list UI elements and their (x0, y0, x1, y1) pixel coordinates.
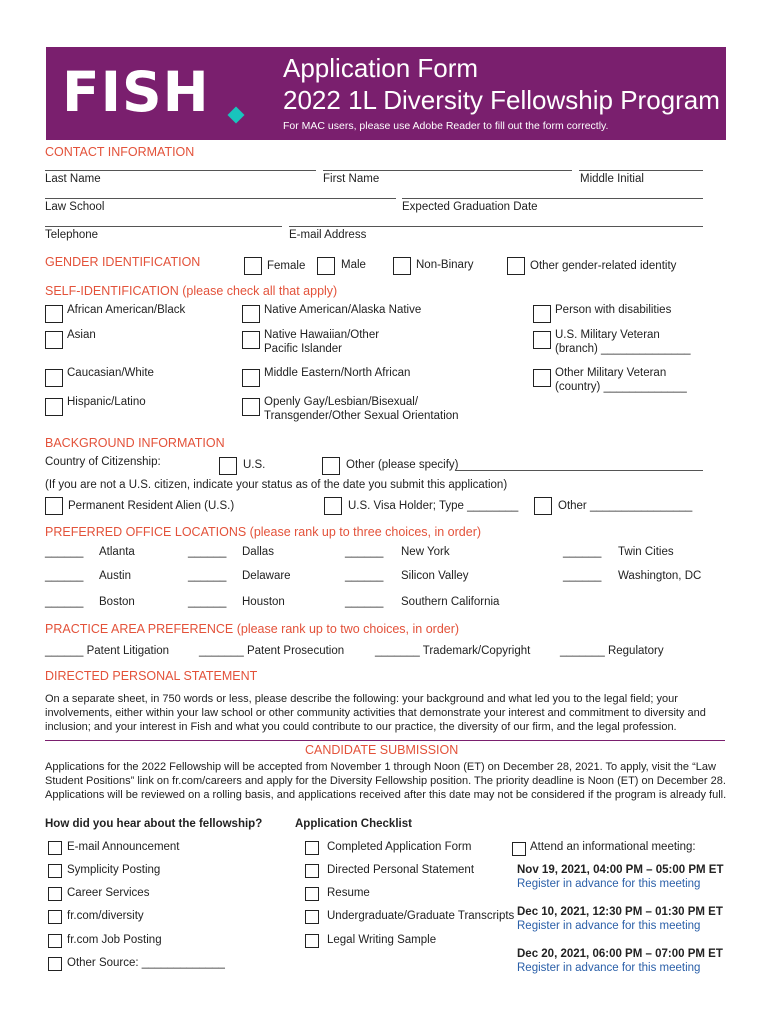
first-name-field[interactable] (323, 170, 572, 171)
practice-regulatory[interactable]: _______ Regulatory (560, 645, 664, 657)
asian-checkbox[interactable] (45, 331, 63, 349)
writing-sample-label: Legal Writing Sample (327, 934, 437, 946)
caucasian-label: Caucasian/White (67, 367, 154, 379)
divider (45, 740, 725, 741)
non-citizen-note: (If you are not a U.S. citizen, indicate your status as of the date you submit this application) (45, 479, 508, 491)
hispanic-label: Hispanic/Latino (67, 396, 146, 408)
completed-form-checkbox[interactable] (305, 841, 319, 855)
middle-initial-label: Middle Initial (580, 173, 644, 185)
disabilities-checkbox[interactable] (533, 305, 551, 323)
permanent-resident-label: Permanent Resident Alien (U.S.) (68, 500, 235, 512)
permanent-resident-checkbox[interactable] (45, 497, 63, 515)
meeting-date-2: Dec 10, 2021, 12:30 PM – 01:30 PM ET (517, 906, 723, 918)
hawaiian-label-1: Native Hawaiian/Other (264, 329, 380, 341)
meeting-date-3: Dec 20, 2021, 06:00 PM – 07:00 PM ET (517, 948, 723, 960)
practice-patent-litigation[interactable]: ______ Patent Litigation (45, 645, 170, 657)
other-status-label: Other ________________ (558, 500, 693, 512)
male-label: Male (341, 259, 366, 271)
office-austin: Austin (99, 570, 131, 582)
rank-blank[interactable]: ______ (45, 596, 84, 608)
telephone-label: Telephone (45, 229, 99, 241)
personal-statement-checkbox[interactable] (305, 864, 319, 878)
email-announcement-label: E-mail Announcement (67, 841, 180, 853)
other-citizen-field[interactable] (455, 470, 703, 471)
lgbt-label-1: Openly Gay/Lesbian/Bisexual/ (264, 396, 419, 408)
rank-blank[interactable]: ______ (188, 546, 227, 558)
submission-line-3: Applications will be reviewed on a rolling basis, and applications received after this date may not be considered if the program is already full. (45, 789, 727, 801)
checklist-heading: Application Checklist (295, 818, 412, 830)
meeting-register-link-1[interactable]: Register in advance for this meeting (517, 878, 701, 890)
rank-blank[interactable]: ______ (188, 596, 227, 608)
hawaiian-label-2: Pacific Islander (264, 343, 342, 355)
resume-checkbox[interactable] (305, 887, 319, 901)
other-veteran-label: Other Military Veteran (555, 367, 667, 379)
lgbt-label-2: Transgender/Other Sexual Orientation (264, 410, 459, 422)
other-gender-label: Other gender-related identity (530, 260, 677, 272)
email-label: E-mail Address (289, 229, 367, 241)
lgbt-checkbox[interactable] (242, 398, 260, 416)
practice-patent-prosecution[interactable]: _______ Patent Prosecution (199, 645, 345, 657)
symplicity-label: Symplicity Posting (67, 864, 161, 876)
statement-line-2: involvements, either within your law school or other community activities that demonstrate your interest and commitment to diversity and (45, 707, 706, 719)
rank-blank[interactable]: ______ (563, 546, 602, 558)
practice-trademark[interactable]: _______ Trademark/Copyright (375, 645, 531, 657)
submission-line-2: Student Positions” link on fr.com/careers and apply for the Diversity Fellowship position. The priority deadline is Noon (ET) on December 28. (45, 775, 726, 787)
rank-blank[interactable]: ______ (345, 570, 384, 582)
native-american-label: Native American/Alaska Native (264, 304, 422, 316)
office-houston: Houston (242, 596, 285, 608)
other-citizen-checkbox[interactable] (322, 457, 340, 475)
native-american-checkbox[interactable] (242, 305, 260, 323)
hawaiian-checkbox[interactable] (242, 331, 260, 349)
first-name-label: First Name (323, 173, 380, 185)
african-american-checkbox[interactable] (45, 305, 63, 323)
attend-meeting-label: Attend an informational meeting: (530, 841, 696, 853)
us-citizen-label: U.S. (243, 459, 266, 471)
female-label: Female (267, 260, 306, 272)
submission-line-1: Applications for the 2022 Fellowship will be accepted from November 1 through Noon (ET) on December 28, 2021. To apply, visit the “Law (45, 761, 716, 773)
last-name-field[interactable] (45, 170, 316, 171)
other-veteran-checkbox[interactable] (533, 369, 551, 387)
law-school-label: Law School (45, 201, 105, 213)
asian-label: Asian (67, 329, 96, 341)
non-binary-checkbox[interactable] (393, 257, 411, 275)
completed-form-label: Completed Application Form (327, 841, 472, 853)
career-services-checkbox[interactable] (48, 887, 62, 901)
rank-blank[interactable]: ______ (345, 546, 384, 558)
mena-checkbox[interactable] (242, 369, 260, 387)
symplicity-checkbox[interactable] (48, 864, 62, 878)
form-subtitle: 2022 1L Diversity Fellowship Program (283, 85, 720, 115)
us-veteran-branch: (branch) ______________ (555, 343, 691, 355)
mac-note: For MAC users, please use Adobe Reader to fill out the form correctly. (283, 120, 609, 132)
african-american-label: African American/Black (67, 304, 186, 316)
non-binary-label: Non-Binary (416, 259, 474, 271)
middle-initial-field[interactable] (579, 170, 703, 171)
other-source-checkbox[interactable] (48, 957, 62, 971)
rank-blank[interactable]: ______ (563, 570, 602, 582)
us-veteran-label: U.S. Military Veteran (555, 329, 660, 341)
mena-label: Middle Eastern/North African (264, 367, 411, 379)
last-name-label: Last Name (45, 173, 101, 185)
career-services-label: Career Services (67, 887, 150, 899)
resume-label: Resume (327, 887, 370, 899)
personal-statement-label: Directed Personal Statement (327, 864, 475, 876)
citizenship-label: Country of Citizenship: (45, 456, 161, 468)
office-delaware: Delaware (242, 570, 291, 582)
self-id-heading: SELF-IDENTIFICATION (please check all that apply) (45, 284, 338, 298)
office-twin-cities: Twin Cities (618, 546, 674, 558)
transcripts-label: Undergraduate/Graduate Transcripts (327, 910, 515, 922)
rank-blank[interactable]: ______ (345, 596, 384, 608)
statement-line-3: inclusion; and your interest in Fish and what you could contribute to our practice, the diversity of our firm, and the legal profession. (45, 721, 677, 733)
fr-job-posting-checkbox[interactable] (48, 934, 62, 948)
male-checkbox[interactable] (317, 257, 335, 275)
office-new-york: New York (401, 546, 450, 558)
visa-holder-label: U.S. Visa Holder; Type ________ (348, 500, 519, 512)
visa-holder-checkbox[interactable] (324, 497, 342, 515)
practice-heading: PRACTICE AREA PREFERENCE (please rank up to two choices, in order) (45, 622, 460, 636)
statement-line-1: On a separate sheet, in 750 words or less, please describe the following: your background and what led you to the legal field; your (45, 693, 678, 705)
office-washington-dc: Washington, DC (618, 570, 702, 582)
offices-heading: PREFERRED OFFICE LOCATIONS (please rank up to three choices, in order) (45, 525, 482, 539)
telephone-field[interactable] (45, 226, 282, 227)
law-school-field[interactable] (45, 198, 396, 199)
hispanic-checkbox[interactable] (45, 398, 63, 416)
office-boston: Boston (99, 596, 135, 608)
office-silicon-valley: Silicon Valley (401, 570, 469, 582)
writing-sample-checkbox[interactable] (305, 934, 319, 948)
caucasian-checkbox[interactable] (45, 369, 63, 387)
us-veteran-checkbox[interactable] (533, 331, 551, 349)
rank-blank[interactable]: ______ (188, 570, 227, 582)
fr-job-posting-label: fr.com Job Posting (67, 934, 162, 946)
hear-heading: How did you hear about the fellowship? (45, 818, 263, 830)
contact-heading: CONTACT INFORMATION (45, 145, 195, 159)
office-southern-california: Southern California (401, 596, 500, 608)
office-atlanta: Atlanta (99, 546, 135, 558)
header-banner (46, 47, 726, 140)
email-announcement-checkbox[interactable] (48, 841, 62, 855)
gender-heading: GENDER IDENTIFICATION (45, 255, 201, 269)
transcripts-checkbox[interactable] (305, 910, 319, 924)
other-veteran-country: (country) _____________ (555, 381, 687, 393)
fish-logo: FISH (62, 60, 210, 124)
statement-heading: DIRECTED PERSONAL STATEMENT (45, 669, 258, 683)
email-field[interactable] (289, 226, 703, 227)
meeting-date-1: Nov 19, 2021, 04:00 PM – 05:00 PM ET (517, 864, 724, 876)
meeting-register-link-3[interactable]: Register in advance for this meeting (517, 962, 701, 974)
rank-blank[interactable]: ______ (45, 570, 84, 582)
grad-date-field[interactable] (402, 198, 703, 199)
fr-diversity-label: fr.com/diversity (67, 910, 144, 922)
office-dallas: Dallas (242, 546, 274, 558)
logo-diamond-icon (228, 107, 245, 124)
other-citizen-label: Other (please specify) (346, 459, 459, 471)
rank-blank[interactable]: ______ (45, 546, 84, 558)
disabilities-label: Person with disabilities (555, 304, 672, 316)
fr-diversity-checkbox[interactable] (48, 910, 62, 924)
us-citizen-checkbox[interactable] (219, 457, 237, 475)
other-source-label: Other Source: _____________ (67, 957, 225, 969)
attend-meeting-checkbox[interactable] (512, 842, 526, 856)
other-status-checkbox[interactable] (534, 497, 552, 515)
grad-date-label: Expected Graduation Date (402, 201, 538, 213)
other-gender-checkbox[interactable] (507, 257, 525, 275)
meeting-register-link-2[interactable]: Register in advance for this meeting (517, 920, 701, 932)
female-checkbox[interactable] (244, 257, 262, 275)
submission-heading: CANDIDATE SUBMISSION (305, 743, 459, 757)
background-heading: BACKGROUND INFORMATION (45, 436, 225, 450)
form-title: Application Form (283, 53, 479, 83)
